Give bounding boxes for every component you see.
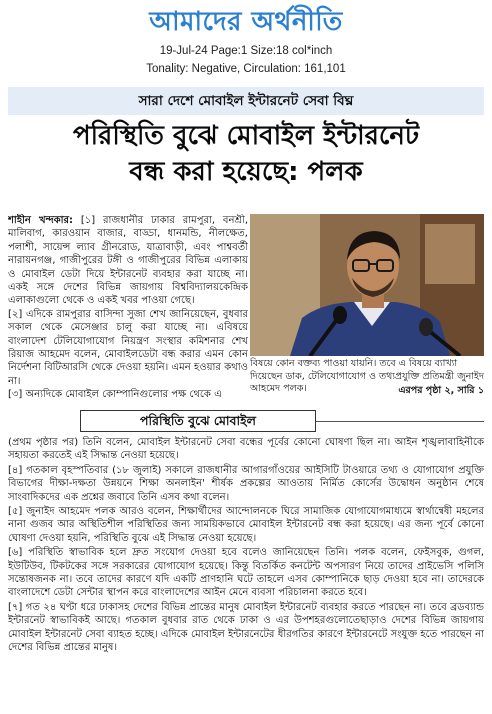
- continuation-paragraph-1: (প্রথম পৃষ্ঠার পর) তিনি বলেন, মোবাইল ইন্টারনেট সেবা বন্ধের পূর্বের কোনো ঘোষণা ছিল না। আইন শৃঙ্খলাবাহিনীকে সহায়তা করতেই এই সিদ্ধান্ত নেওয়া হয়েছে।: [8, 437, 484, 462]
- byline: শাহীন খন্দকার:: [8, 215, 74, 226]
- continuation-paragraph-3: [৫] জুনাইদ আহমেদ পলক আরও বলেন, শিক্ষার্থীদের আন্দোলনকে ঘিরে সামাজিক যোগাযোগমাধ্যমে স্বার্থান্বেষী মহলের নানা গুজব আর অস্থিতিশীল পরিস্থিতির জন্য সাময়িকভাবে মোবাইল ইন্টারনেট বন্ধ করা হয়েছে। এর জন্য পূর্বে কোনো ঘোষণা দেওয়া হয়নি, পরিস্থিতি বুঝে এই সিদ্ধান্ত নেওয়া হয়েছে।: [8, 506, 484, 544]
- portrait-photo: [250, 214, 484, 356]
- lead-paragraph-1: [১] রাজধানীর ঢাকার রামপুরা, বনশ্রী, মালিবাগ, কারওয়ান বাজার, বাড্ডা, ধানমন্ডি, নীলক্ষেত, পলাশী, সায়েন্স ল্যাব গ্রীনরোড, যাত্রাবাড়ী, এবং পাশ্ববর্তী নারায়নগঞ্জ, গাজীপুরের টঙ্গী ও গাজীপুরের বিভিন্ন এলাকায় ও মোবাইল ডেটা দিয়ে ইন্টারনেট ব্যবহার করা যাচ্ছে না। একই সঙ্গে দেশের বিভিন্ন জায়গায় বিশ্ববিদ্যালয়কেন্দ্রিক এলাকাগুলো থেকে ও একই খবর পাওয়া গেছে।: [8, 215, 248, 307]
- newspaper-logo: আমাদের অর্থনীতি: [149, 7, 343, 37]
- headline-line-1: পরিস্থিতি বুঝে মোবাইল ইন্টারনেট: [72, 121, 420, 151]
- continuation-title: পরিস্থিতি বুঝে মোবাইল: [80, 410, 316, 432]
- lead-paragraph-2: [২] এদিকে রামপুরার বাসিন্দা সুজা শেখ জানিয়েছেন, বুধবার সকাল থেকে মেসেঞ্জার চালু করা যাচ্ছে না। এবিষয়ে বাংলাদেশ টেলিযোগাযোগ নিয়ন্ত্রণ সংস্থার কমিশনার শেখ রিয়াজ আহমেদ বলেন, মোবাইলডেটা বন্ধ করার এমন কোন নির্দেশনা বিটিআরসি থেকে দেওয়া হয়নি। এমন হওয়ার কথাও না।: [8, 308, 248, 387]
- masthead: [0, 0, 492, 46]
- portrait-photo-illustration: [250, 214, 484, 356]
- headline-line-2: বন্ধ করা হয়েছে: পলক: [129, 157, 363, 187]
- lead-paragraph-3: [৩] অন্যদিকে মোবাইল কোম্পানিগুলোর পক্ষ থেকে এ: [8, 389, 222, 401]
- continuation-paragraph-2: [৪] গতকাল বৃহস্পতিবার (১৮ জুলাই) সকালে রাজধানীর আগারগাঁওয়ের আইসিটি টাওয়ারে তথ্য ও যোগাযোগ প্রযুক্তি বিভাগের দীক্ষা-দক্ষতা উন্নয়নে শিক্ষা অনলাইন' শীর্ষক প্রকল্পের আওতায় নির্মিত কোর্সের উদ্বোধন অনুষ্ঠান শেষে সাংবাদিকদের এক প্রশ্নের জবাবে তিনি এসব কথা বলেন।: [8, 464, 484, 503]
- lead-article-column: [8, 214, 248, 410]
- continuation-paragraph-5: [৭] গত ২৪ ঘণ্টা ধরে ঢাকাসহ দেশের বিভিন্ন প্রান্তের মানুষ মোবাইল ইন্টারনেট ব্যবহার করতে পারছেন না। তবে ব্রডব্যান্ড ইন্টারনেট স্বাভাবিকই আছে। গতকাল বুধবার রাত থেকে ঢাকা ও এর উপশহরগুলোতেছাড়াও দেশের বিভিন্ন জায়গায় মোবাইল ইন্টারনেট সেবা ব্যাহত হচ্ছে। এদিকে মোবাইল ইন্টারনেটের ধীরগতির কারণে ইন্টারনেটে সংযুক্ত হতে পারছেন না দেশের বিভিন্ন প্রান্তের মানুষ।: [8, 601, 484, 654]
- continuation-article: [8, 436, 484, 710]
- continuation-paragraph-4: [৬] পরিস্থিতি স্বাভাবিক হলে দ্রুত সংযোগ দেওয়া হবে বলেও জানিয়েছেন তিনি। পলক বলেন, ফেইসবুক, গুগল, ইউটিউব, টিকটকের সঙ্গে সরকারের যোগাযোগ হয়েছে। কিন্তু বিতর্কিত কনটেন্ট অপসারণ নিয়ে তাদের প্রাইভেসি পলিসি সন্তোষজনক না। তবে তাদের কারণে যদি একটি প্রাণহানি ঘটে তাহলে এসব কোম্পানিকে ছাড় দেওয়া হবে না। তাদেরকে বাংলাদেশে ডেটা সেন্টার স্থাপন করে বাংলাদেশের আইন মেনে ব্যবসা পরিচালনা করতে হবে।: [8, 547, 484, 599]
- kicker-strap: সারা দেশে মোবাইল ইন্টারনেট সেবা বিঘ্ন: [8, 87, 484, 115]
- photo-caption: বিষয়ে কোন বক্তব্য পাওয়া যায়নি। তবে এ বিষয়ে ব্যাখ্যা দিয়েছেন ডাক, টেলিযোগাযোগ ও তথ্যপ্রযুক্তি প্রতিমন্ত্রী জুনাইদ আহমেদ পলক।: [250, 358, 484, 395]
- jump-line: এরপর পৃষ্ঠা ২, সারি ১: [398, 385, 484, 396]
- clipping-meta-tonality: Tonality: Negative, Circulation: 161,101: [146, 63, 346, 75]
- continuation-title-rule: [316, 421, 484, 422]
- clipping-meta-date-page: 19-Jul-24 Page:1 Size:18 col*inch: [159, 45, 333, 57]
